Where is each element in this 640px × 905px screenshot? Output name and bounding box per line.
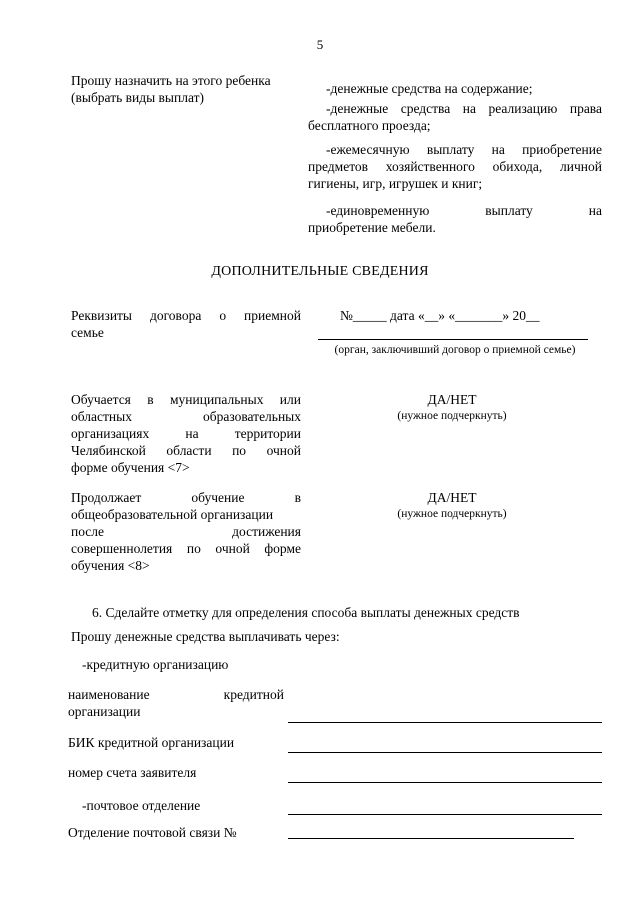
account-number-field[interactable] [288, 782, 602, 783]
study-hint: (нужное подчеркнуть) [397, 410, 507, 422]
payment-option-text: предметов хозяйственного обихода, личной [308, 159, 602, 174]
continues-hint: (нужное подчеркнуть) [397, 508, 507, 520]
study-label-line: организациях на территории [71, 426, 301, 441]
contract-label-line1: Реквизиты договора о приемной [71, 308, 301, 323]
payment-option-text: -денежные средства на реализацию права [326, 101, 602, 116]
post-office-option-line[interactable] [288, 814, 602, 815]
payment-method-intro: Прошу денежные средства выплачивать через: [71, 629, 340, 644]
continues-label-line: совершеннолетия по очной форме [71, 541, 301, 556]
payment-option-travel [308, 100, 602, 134]
contract-organ-line[interactable] [318, 339, 588, 340]
contract-organ-caption: (орган, заключивший договор о приемной семье) [334, 344, 576, 356]
payment-option-maintenance [308, 80, 602, 97]
continues-label [71, 489, 301, 574]
post-office-number-field[interactable] [288, 838, 574, 839]
payment-option-text: гигиены, игр, игрушек и книг; [308, 176, 483, 191]
payment-method-heading: 6. Сделайте отметку для определения способа выплаты денежных средств [92, 605, 520, 620]
section-title: ДОПОЛНИТЕЛЬНЫЕ СВЕДЕНИЯ [211, 264, 429, 279]
study-label-line: форме обучения <7> [71, 460, 190, 475]
study-answer[interactable]: ДА/НЕТ [427, 392, 477, 407]
account-number-label: номер счета заявителя [68, 765, 197, 780]
payment-option-furniture [308, 202, 602, 236]
payment-option-text: -денежные средства на содержание; [326, 81, 533, 96]
study-label [71, 391, 301, 476]
bank-name-label-line1: наименование кредитной [68, 687, 284, 702]
bank-name-field[interactable] [288, 722, 602, 723]
payment-types-label-line1: Прошу назначить на этого ребенка [71, 73, 271, 88]
payment-option-text: приобретение мебели. [308, 220, 436, 235]
bank-name-label [68, 686, 284, 720]
contract-label [71, 307, 301, 341]
study-label-line: Обучается в муниципальных или [71, 392, 301, 407]
post-office-option[interactable]: -почтовое отделение [82, 798, 201, 813]
continues-label-line: Продолжает обучение в [71, 490, 301, 505]
contract-details-field[interactable]: №_____ дата «__» «_______» 20__ [340, 308, 540, 323]
bik-label: БИК кредитной организации [68, 735, 235, 750]
payment-types-label [71, 72, 311, 106]
continues-answer[interactable]: ДА/НЕТ [427, 490, 477, 505]
continues-label-line: после достижения [71, 524, 301, 539]
continues-label-line: общеобразовательной организации [71, 507, 274, 522]
contract-label-line2: семье [71, 325, 104, 340]
study-label-line: областных образовательных [71, 409, 301, 424]
payment-option-text: -ежемесячную выплату на приобретение [326, 142, 602, 157]
payment-option-text: бесплатного проезда; [308, 118, 431, 133]
payment-option-text: -единовременную выплату на [326, 203, 602, 218]
payment-option-household [308, 141, 602, 192]
payment-options [308, 80, 602, 97]
bik-field[interactable] [288, 752, 602, 753]
credit-organization-option[interactable]: -кредитную организацию [82, 657, 229, 672]
page-number: 5 [316, 37, 324, 52]
study-label-line: Челябинской области по очной [71, 443, 301, 458]
continues-label-line: обучения <8> [71, 558, 150, 573]
bank-name-label-line2: организации [68, 704, 141, 719]
post-office-label: Отделение почтовой связи № [68, 825, 237, 840]
payment-types-label-line2: (выбрать виды выплат) [71, 90, 204, 105]
